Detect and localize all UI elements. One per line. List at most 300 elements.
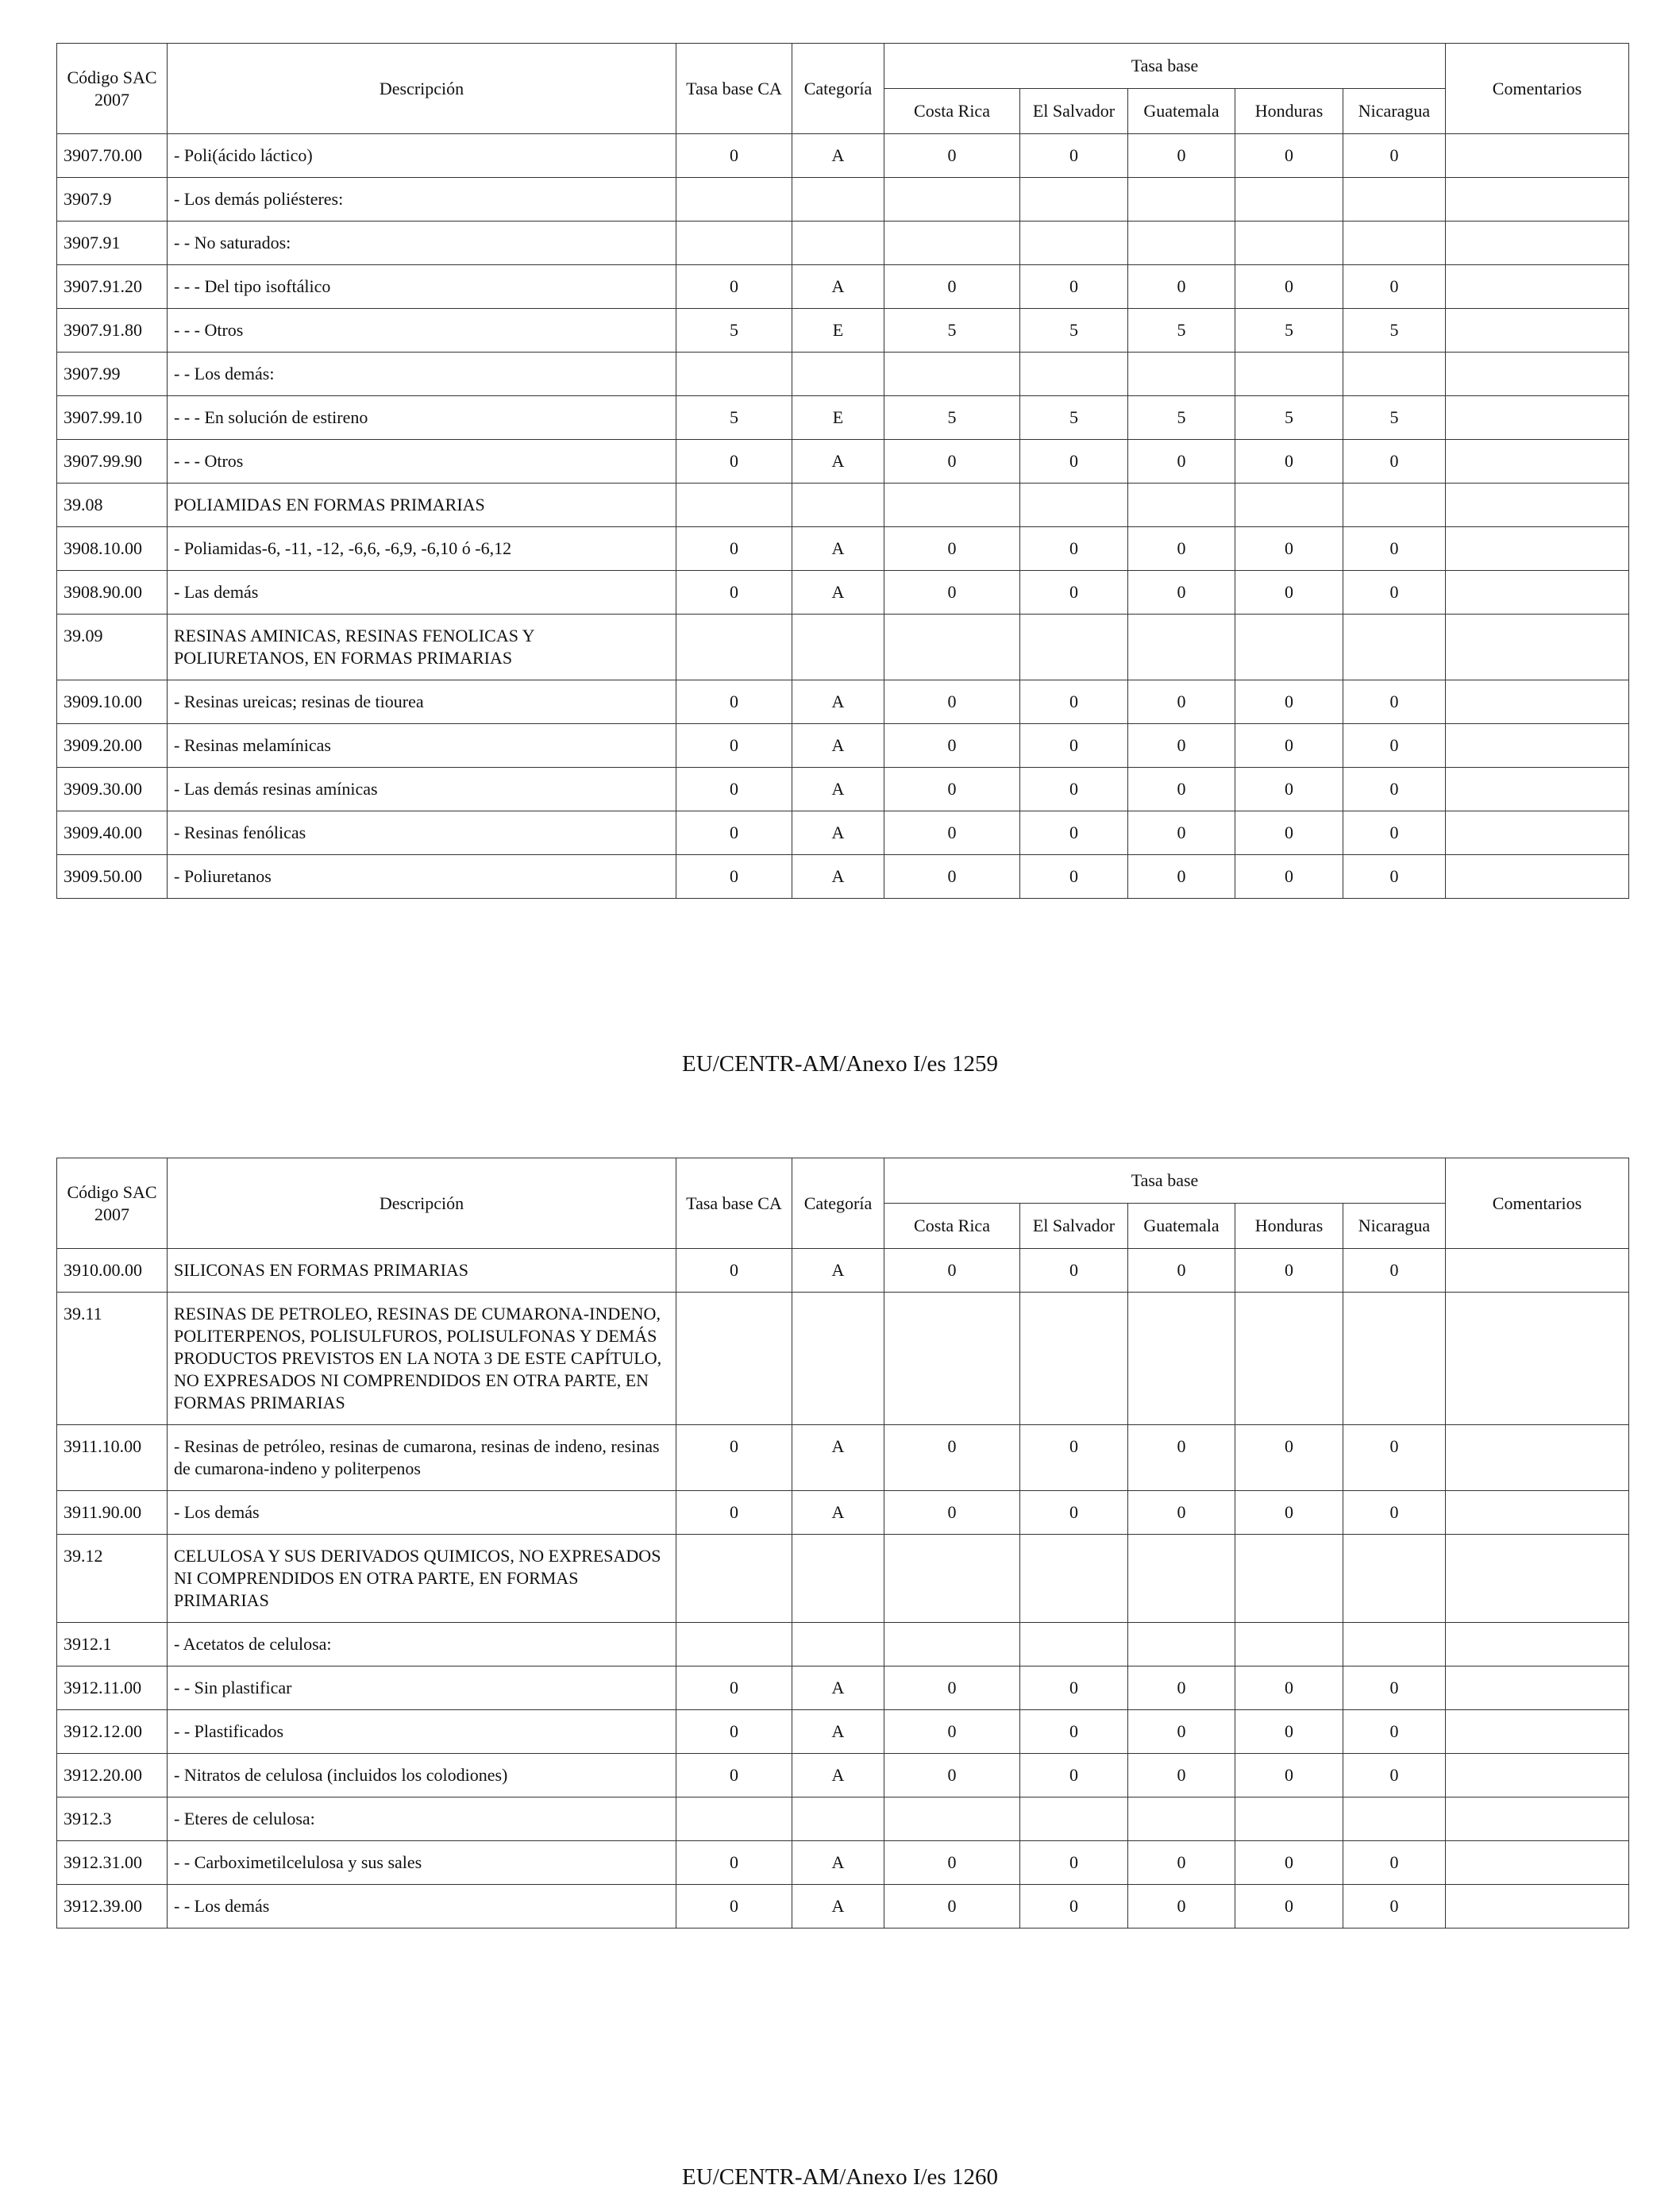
rate-el-salvador-cell	[1020, 615, 1128, 680]
code-cell: 3909.10.00	[57, 680, 168, 724]
category-cell: A	[792, 1885, 884, 1929]
table-row	[57, 1535, 1629, 1623]
rate-costa-rica-cell: 0	[884, 680, 1020, 724]
rate-el-salvador-cell	[1020, 222, 1128, 265]
code-cell: 3907.99.10	[57, 396, 168, 440]
rate-costa-rica-cell: 0	[884, 855, 1020, 899]
rate-honduras-cell	[1235, 1293, 1343, 1425]
header-country: Nicaragua	[1343, 89, 1446, 134]
comments-cell	[1446, 309, 1629, 353]
rate-costa-rica-cell: 0	[884, 1754, 1020, 1797]
rate-costa-rica-cell: 0	[884, 265, 1020, 309]
description-cell: - - No saturados:	[168, 222, 676, 265]
table-row	[57, 615, 1629, 680]
code-cell: 39.08	[57, 484, 168, 527]
code-cell: 3912.1	[57, 1623, 168, 1666]
base-rate-ca-cell	[676, 178, 792, 222]
table-row	[57, 1797, 1629, 1841]
rate-nicaragua-cell	[1343, 222, 1446, 265]
base-rate-ca-cell: 0	[676, 811, 792, 855]
comments-cell	[1446, 265, 1629, 309]
description-cell: - - - Otros	[168, 440, 676, 484]
rate-guatemala-cell	[1128, 222, 1235, 265]
code-cell: 39.11	[57, 1293, 168, 1425]
table-row	[57, 1710, 1629, 1754]
rate-honduras-cell	[1235, 1797, 1343, 1841]
base-rate-ca-cell	[676, 1293, 792, 1425]
rate-el-salvador-cell: 5	[1020, 309, 1128, 353]
base-rate-ca-cell: 0	[676, 1666, 792, 1710]
header-country: El Salvador	[1020, 1204, 1128, 1249]
header-category: Categoría	[792, 1158, 884, 1249]
rate-costa-rica-cell: 0	[884, 1491, 1020, 1535]
table-row	[57, 855, 1629, 899]
code-cell: 3912.3	[57, 1797, 168, 1841]
category-cell: E	[792, 396, 884, 440]
rate-costa-rica-cell: 0	[884, 440, 1020, 484]
comments-cell	[1446, 855, 1629, 899]
description-cell: - Poliuretanos	[168, 855, 676, 899]
rate-nicaragua-cell	[1343, 353, 1446, 396]
category-cell	[792, 222, 884, 265]
rate-guatemala-cell: 0	[1128, 265, 1235, 309]
description-cell: - - - Del tipo isoftálico	[168, 265, 676, 309]
comments-cell	[1446, 615, 1629, 680]
table-body	[57, 1249, 1629, 1929]
rate-nicaragua-cell: 0	[1343, 680, 1446, 724]
rate-honduras-cell	[1235, 178, 1343, 222]
rate-guatemala-cell: 0	[1128, 680, 1235, 724]
base-rate-ca-cell: 0	[676, 855, 792, 899]
description-cell: - Resinas ureicas; resinas de tiourea	[168, 680, 676, 724]
page-footer: EU/CENTR-AM/Anexo I/es 1259	[682, 1051, 998, 1077]
rate-honduras-cell	[1235, 1623, 1343, 1666]
rate-el-salvador-cell: 0	[1020, 724, 1128, 768]
description-cell: - - Los demás:	[168, 353, 676, 396]
rate-guatemala-cell: 0	[1128, 1710, 1235, 1754]
header-description: Descripción	[168, 44, 676, 134]
rate-costa-rica-cell	[884, 222, 1020, 265]
category-cell: A	[792, 134, 884, 178]
rate-honduras-cell: 0	[1235, 1491, 1343, 1535]
category-cell: A	[792, 1754, 884, 1797]
comments-cell	[1446, 527, 1629, 571]
rate-costa-rica-cell	[884, 1623, 1020, 1666]
code-cell: 3909.50.00	[57, 855, 168, 899]
base-rate-ca-cell	[676, 484, 792, 527]
comments-cell	[1446, 1293, 1629, 1425]
rate-costa-rica-cell	[884, 353, 1020, 396]
table-row	[57, 353, 1629, 396]
category-cell	[792, 1797, 884, 1841]
rate-nicaragua-cell: 0	[1343, 1841, 1446, 1885]
description-cell: - Poliamidas-6, -11, -12, -6,6, -6,9, -6,10 ó -6,12	[168, 527, 676, 571]
rate-nicaragua-cell: 0	[1343, 265, 1446, 309]
rate-nicaragua-cell: 0	[1343, 724, 1446, 768]
table-row	[57, 484, 1629, 527]
base-rate-ca-cell: 5	[676, 309, 792, 353]
comments-cell	[1446, 1797, 1629, 1841]
table-row	[57, 134, 1629, 178]
rate-guatemala-cell: 0	[1128, 134, 1235, 178]
table-row	[57, 724, 1629, 768]
code-cell: 3909.30.00	[57, 768, 168, 811]
rate-nicaragua-cell	[1343, 1535, 1446, 1623]
rate-honduras-cell	[1235, 1535, 1343, 1623]
base-rate-ca-cell: 0	[676, 1491, 792, 1535]
comments-cell	[1446, 353, 1629, 396]
rate-costa-rica-cell: 0	[884, 527, 1020, 571]
header-comments: Comentarios	[1446, 1158, 1629, 1249]
description-cell: RESINAS AMINICAS, RESINAS FENOLICAS Y POLIURETANOS, EN FORMAS PRIMARIAS	[168, 615, 676, 680]
description-cell: - Resinas fenólicas	[168, 811, 676, 855]
header-base-rate: Tasa base	[884, 1158, 1446, 1204]
rate-honduras-cell: 0	[1235, 1885, 1343, 1929]
rate-guatemala-cell: 5	[1128, 396, 1235, 440]
tariff-table-page-1260	[56, 1158, 1629, 1929]
base-rate-ca-cell: 0	[676, 134, 792, 178]
rate-honduras-cell: 0	[1235, 440, 1343, 484]
category-cell: A	[792, 571, 884, 615]
table-row	[57, 527, 1629, 571]
rate-honduras-cell: 5	[1235, 309, 1343, 353]
rate-el-salvador-cell: 0	[1020, 1666, 1128, 1710]
category-cell: A	[792, 1710, 884, 1754]
base-rate-ca-cell: 0	[676, 1425, 792, 1491]
rate-guatemala-cell: 0	[1128, 1425, 1235, 1491]
rate-honduras-cell: 0	[1235, 134, 1343, 178]
rate-honduras-cell	[1235, 484, 1343, 527]
rate-nicaragua-cell: 0	[1343, 1710, 1446, 1754]
rate-nicaragua-cell: 0	[1343, 1754, 1446, 1797]
base-rate-ca-cell	[676, 1623, 792, 1666]
rate-honduras-cell: 0	[1235, 265, 1343, 309]
rate-nicaragua-cell: 0	[1343, 1249, 1446, 1293]
comments-cell	[1446, 768, 1629, 811]
rate-el-salvador-cell: 0	[1020, 440, 1128, 484]
description-cell: - Las demás resinas amínicas	[168, 768, 676, 811]
rate-el-salvador-cell: 0	[1020, 527, 1128, 571]
rate-el-salvador-cell	[1020, 353, 1128, 396]
rate-nicaragua-cell: 0	[1343, 571, 1446, 615]
rate-guatemala-cell	[1128, 1797, 1235, 1841]
base-rate-ca-cell: 0	[676, 1841, 792, 1885]
rate-nicaragua-cell	[1343, 484, 1446, 527]
rate-nicaragua-cell: 0	[1343, 855, 1446, 899]
rate-guatemala-cell: 0	[1128, 768, 1235, 811]
table-row	[57, 1623, 1629, 1666]
rate-guatemala-cell: 0	[1128, 855, 1235, 899]
rate-nicaragua-cell	[1343, 1623, 1446, 1666]
header-country: Honduras	[1235, 89, 1343, 134]
code-cell: 3907.91.20	[57, 265, 168, 309]
rate-guatemala-cell	[1128, 1535, 1235, 1623]
description-cell: POLIAMIDAS EN FORMAS PRIMARIAS	[168, 484, 676, 527]
rate-guatemala-cell: 5	[1128, 309, 1235, 353]
rate-nicaragua-cell: 0	[1343, 1885, 1446, 1929]
page-footer: EU/CENTR-AM/Anexo I/es 1260	[682, 2164, 998, 2190]
rate-el-salvador-cell: 0	[1020, 265, 1128, 309]
base-rate-ca-cell: 5	[676, 396, 792, 440]
base-rate-ca-cell	[676, 222, 792, 265]
table-row	[57, 1293, 1629, 1425]
category-cell: A	[792, 1425, 884, 1491]
header-description: Descripción	[168, 1158, 676, 1249]
code-cell: 3909.20.00	[57, 724, 168, 768]
base-rate-ca-cell: 0	[676, 768, 792, 811]
base-rate-ca-cell: 0	[676, 1710, 792, 1754]
comments-cell	[1446, 571, 1629, 615]
base-rate-ca-cell: 0	[676, 1754, 792, 1797]
rate-nicaragua-cell	[1343, 178, 1446, 222]
description-cell: CELULOSA Y SUS DERIVADOS QUIMICOS, NO EXPRESADOS NI COMPRENDIDOS EN OTRA PARTE, EN FORMAS PRIMARIAS	[168, 1535, 676, 1623]
table-row	[57, 768, 1629, 811]
rate-el-salvador-cell	[1020, 1293, 1128, 1425]
header-country: Honduras	[1235, 1204, 1343, 1249]
rate-el-salvador-cell: 0	[1020, 811, 1128, 855]
rate-costa-rica-cell: 0	[884, 1710, 1020, 1754]
description-cell: - Los demás poliésteres:	[168, 178, 676, 222]
base-rate-ca-cell: 0	[676, 1249, 792, 1293]
category-cell	[792, 484, 884, 527]
description-cell: - Resinas melamínicas	[168, 724, 676, 768]
description-cell: - Eteres de celulosa:	[168, 1797, 676, 1841]
rate-costa-rica-cell: 0	[884, 1885, 1020, 1929]
description-cell: SILICONAS EN FORMAS PRIMARIAS	[168, 1249, 676, 1293]
base-rate-ca-cell	[676, 353, 792, 396]
header-base-rate-ca: Tasa base CA	[676, 1158, 792, 1249]
comments-cell	[1446, 1754, 1629, 1797]
rate-honduras-cell: 0	[1235, 1841, 1343, 1885]
code-cell: 3907.91.80	[57, 309, 168, 353]
code-cell: 3912.31.00	[57, 1841, 168, 1885]
rate-el-salvador-cell: 0	[1020, 1841, 1128, 1885]
rate-guatemala-cell: 0	[1128, 811, 1235, 855]
rate-costa-rica-cell: 5	[884, 309, 1020, 353]
rate-nicaragua-cell: 0	[1343, 1425, 1446, 1491]
rate-el-salvador-cell	[1020, 484, 1128, 527]
base-rate-ca-cell: 0	[676, 680, 792, 724]
rate-guatemala-cell	[1128, 1623, 1235, 1666]
category-cell: A	[792, 1666, 884, 1710]
rate-costa-rica-cell: 0	[884, 134, 1020, 178]
rate-honduras-cell: 0	[1235, 1425, 1343, 1491]
rate-honduras-cell: 5	[1235, 396, 1343, 440]
category-cell: A	[792, 855, 884, 899]
comments-cell	[1446, 222, 1629, 265]
rate-el-salvador-cell: 0	[1020, 1249, 1128, 1293]
rate-guatemala-cell: 0	[1128, 440, 1235, 484]
header-country: El Salvador	[1020, 89, 1128, 134]
code-cell: 3912.39.00	[57, 1885, 168, 1929]
description-cell: - Acetatos de celulosa:	[168, 1623, 676, 1666]
table-row	[57, 440, 1629, 484]
header-base-rate-ca: Tasa base CA	[676, 44, 792, 134]
rate-guatemala-cell: 0	[1128, 1885, 1235, 1929]
code-cell: 3908.90.00	[57, 571, 168, 615]
rate-nicaragua-cell	[1343, 1797, 1446, 1841]
base-rate-ca-cell	[676, 1797, 792, 1841]
comments-cell	[1446, 1885, 1629, 1929]
comments-cell	[1446, 724, 1629, 768]
rate-nicaragua-cell: 5	[1343, 396, 1446, 440]
comments-cell	[1446, 1425, 1629, 1491]
header-comments: Comentarios	[1446, 44, 1629, 134]
rate-el-salvador-cell: 5	[1020, 396, 1128, 440]
description-cell: - - Sin plastificar	[168, 1666, 676, 1710]
comments-cell	[1446, 1249, 1629, 1293]
rate-costa-rica-cell: 0	[884, 1249, 1020, 1293]
rate-el-salvador-cell: 0	[1020, 1491, 1128, 1535]
code-cell: 3909.40.00	[57, 811, 168, 855]
code-cell: 3907.99	[57, 353, 168, 396]
header-country: Nicaragua	[1343, 1204, 1446, 1249]
comments-cell	[1446, 1666, 1629, 1710]
table-row	[57, 571, 1629, 615]
header-country: Costa Rica	[884, 89, 1020, 134]
rate-el-salvador-cell: 0	[1020, 134, 1128, 178]
rate-nicaragua-cell: 0	[1343, 440, 1446, 484]
rate-honduras-cell: 0	[1235, 768, 1343, 811]
rate-costa-rica-cell	[884, 1293, 1020, 1425]
category-cell: A	[792, 680, 884, 724]
code-cell: 39.12	[57, 1535, 168, 1623]
base-rate-ca-cell: 0	[676, 1885, 792, 1929]
rate-guatemala-cell	[1128, 484, 1235, 527]
table-row	[57, 1249, 1629, 1293]
rate-el-salvador-cell: 0	[1020, 571, 1128, 615]
category-cell: A	[792, 1249, 884, 1293]
rate-honduras-cell: 0	[1235, 811, 1343, 855]
base-rate-ca-cell: 0	[676, 724, 792, 768]
rate-honduras-cell	[1235, 222, 1343, 265]
rate-nicaragua-cell: 0	[1343, 527, 1446, 571]
code-cell: 3907.70.00	[57, 134, 168, 178]
table-row	[57, 1754, 1629, 1797]
rate-costa-rica-cell	[884, 178, 1020, 222]
header-base-rate: Tasa base	[884, 44, 1446, 89]
header-code: Código SAC 2007	[57, 44, 168, 134]
rate-nicaragua-cell: 0	[1343, 811, 1446, 855]
rate-costa-rica-cell: 0	[884, 1666, 1020, 1710]
category-cell	[792, 178, 884, 222]
rate-guatemala-cell: 0	[1128, 1666, 1235, 1710]
rate-guatemala-cell: 0	[1128, 1249, 1235, 1293]
rate-costa-rica-cell: 0	[884, 1841, 1020, 1885]
rate-nicaragua-cell: 0	[1343, 1666, 1446, 1710]
table-row	[57, 1491, 1629, 1535]
description-cell: - - Los demás	[168, 1885, 676, 1929]
base-rate-ca-cell: 0	[676, 571, 792, 615]
comments-cell	[1446, 178, 1629, 222]
rate-costa-rica-cell	[884, 1797, 1020, 1841]
description-cell: - - - En solución de estireno	[168, 396, 676, 440]
rate-costa-rica-cell: 5	[884, 396, 1020, 440]
category-cell: A	[792, 1841, 884, 1885]
code-cell: 3908.10.00	[57, 527, 168, 571]
base-rate-ca-cell: 0	[676, 440, 792, 484]
rate-el-salvador-cell	[1020, 1623, 1128, 1666]
code-cell: 3911.10.00	[57, 1425, 168, 1491]
category-cell: A	[792, 265, 884, 309]
rate-el-salvador-cell	[1020, 1535, 1128, 1623]
rate-costa-rica-cell	[884, 484, 1020, 527]
table-row	[57, 309, 1629, 353]
category-cell	[792, 353, 884, 396]
comments-cell	[1446, 1491, 1629, 1535]
rate-guatemala-cell	[1128, 615, 1235, 680]
rate-guatemala-cell: 0	[1128, 724, 1235, 768]
category-cell	[792, 1623, 884, 1666]
rate-el-salvador-cell: 0	[1020, 1754, 1128, 1797]
table-row	[57, 178, 1629, 222]
comments-cell	[1446, 680, 1629, 724]
code-cell: 3911.90.00	[57, 1491, 168, 1535]
description-cell: - Nitratos de celulosa (incluidos los colodiones)	[168, 1754, 676, 1797]
comments-cell	[1446, 484, 1629, 527]
category-cell: A	[792, 440, 884, 484]
rate-el-salvador-cell: 0	[1020, 1885, 1128, 1929]
rate-nicaragua-cell: 0	[1343, 768, 1446, 811]
rate-honduras-cell: 0	[1235, 680, 1343, 724]
table-row	[57, 1885, 1629, 1929]
table-row	[57, 680, 1629, 724]
rate-nicaragua-cell	[1343, 1293, 1446, 1425]
category-cell	[792, 1293, 884, 1425]
rate-honduras-cell	[1235, 353, 1343, 396]
rate-costa-rica-cell: 0	[884, 724, 1020, 768]
code-cell: 3912.11.00	[57, 1666, 168, 1710]
base-rate-ca-cell: 0	[676, 265, 792, 309]
rate-el-salvador-cell	[1020, 1797, 1128, 1841]
description-cell: - Poli(ácido láctico)	[168, 134, 676, 178]
comments-cell	[1446, 440, 1629, 484]
rate-costa-rica-cell: 0	[884, 768, 1020, 811]
rate-guatemala-cell: 0	[1128, 527, 1235, 571]
description-cell: - - Carboximetilcelulosa y sus sales	[168, 1841, 676, 1885]
description-cell: - - - Otros	[168, 309, 676, 353]
category-cell	[792, 615, 884, 680]
rate-guatemala-cell: 0	[1128, 571, 1235, 615]
description-cell: - - Plastificados	[168, 1710, 676, 1754]
code-cell: 3912.20.00	[57, 1754, 168, 1797]
rate-el-salvador-cell	[1020, 178, 1128, 222]
rate-honduras-cell: 0	[1235, 724, 1343, 768]
comments-cell	[1446, 396, 1629, 440]
rate-costa-rica-cell: 0	[884, 811, 1020, 855]
description-cell: - Los demás	[168, 1491, 676, 1535]
description-cell: - Las demás	[168, 571, 676, 615]
rate-guatemala-cell: 0	[1128, 1841, 1235, 1885]
rate-guatemala-cell	[1128, 353, 1235, 396]
rate-guatemala-cell: 0	[1128, 1754, 1235, 1797]
rate-costa-rica-cell: 0	[884, 571, 1020, 615]
table-body	[57, 134, 1629, 899]
category-cell: A	[792, 1491, 884, 1535]
base-rate-ca-cell: 0	[676, 527, 792, 571]
rate-el-salvador-cell: 0	[1020, 855, 1128, 899]
rate-nicaragua-cell	[1343, 615, 1446, 680]
base-rate-ca-cell	[676, 1535, 792, 1623]
rate-costa-rica-cell	[884, 615, 1020, 680]
comments-cell	[1446, 1710, 1629, 1754]
header-country: Guatemala	[1128, 1204, 1235, 1249]
code-cell: 3912.12.00	[57, 1710, 168, 1754]
table-row	[57, 396, 1629, 440]
header-country: Costa Rica	[884, 1204, 1020, 1249]
code-cell: 3907.91	[57, 222, 168, 265]
category-cell: A	[792, 811, 884, 855]
